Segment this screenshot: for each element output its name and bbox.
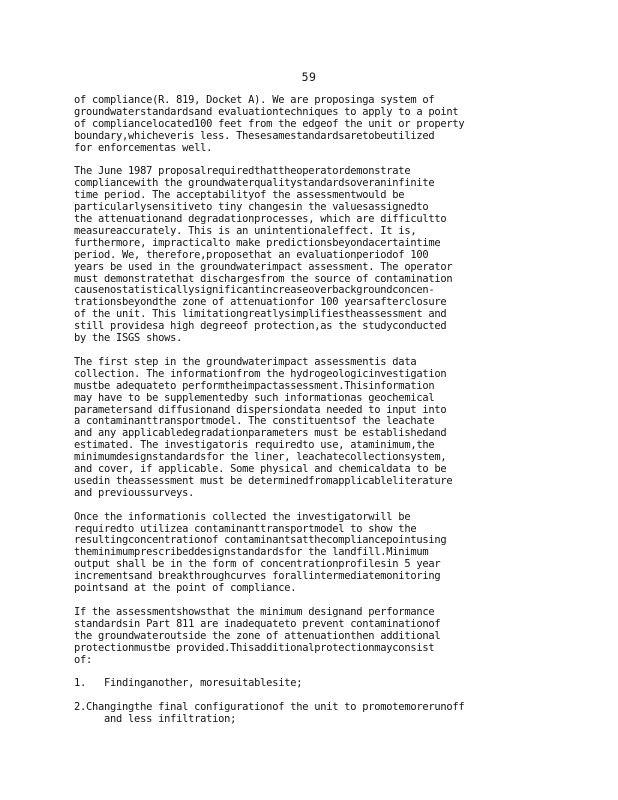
text-line: boundary,whicheveris less. Thesesamestandardsaretobeutilized: [74, 129, 435, 142]
text-line: The first step in the groundwaterimpact assessmentis data: [74, 355, 417, 368]
text-line: of compliancelocated100 feet from the edgeof the unit or property: [74, 117, 465, 130]
text-line: mustbe adequateto performtheimpactassessment.Thisinformation: [74, 379, 435, 392]
text-line: The June 1987 proposalrequiredthattheoperatordemonstrate: [74, 165, 411, 178]
text-line: of the unit. This limitationgreatlysimplifiestheassessment and: [74, 308, 447, 321]
text-line: time period. The acceptabilityof the assessmentwould be: [74, 189, 405, 202]
text-line: years be used in the groundwaterimpact assessment. The operator: [74, 260, 453, 273]
text-line: trationsbeyondthe zone of attenuationfor 100 yearsafterclosure: [74, 296, 447, 309]
text-line: of:: [74, 653, 93, 666]
text-line: a contaminanttransportmodel. The constituentsof the leachate: [74, 415, 435, 428]
text-line: parametersand diffusionand dispersiondata needed to input into: [74, 403, 447, 416]
paragraph: [74, 95, 544, 155]
text-line: may have to be supplementedby such informationas geochemical: [74, 391, 435, 404]
text-line: requiredto utilizea contaminanttransportmodel to show the: [74, 522, 417, 535]
body-text: [74, 95, 544, 738]
text-line: the groundwateroutside the zone of attenuationthen additional: [74, 629, 441, 642]
text-line: particularlysensitiveto tiny changesin the valuesassignedto: [74, 201, 429, 214]
text-line: 1. Findinganother, moresuitablesite;: [74, 677, 303, 690]
text-line: for enforcementas well.: [74, 141, 213, 154]
text-line: pointsand at the point of compliance.: [74, 582, 297, 595]
paragraph: [74, 607, 544, 667]
text-line: If the assessmentshowsthat the minimum designand performance: [74, 605, 435, 618]
text-line: furthermore, impracticalto make predictionsbeyondacertaintime: [74, 236, 441, 249]
text-line: by the ISGS shows.: [74, 332, 183, 345]
text-line: output shall be in the form of concentrationprofilesin 5 year: [74, 558, 441, 571]
text-line: usedin theassessment must be determinedfromapplicableliterature: [74, 474, 453, 487]
paragraph: [74, 166, 544, 345]
text-line: incrementsand breakthroughcurves forallintermediatemonitoring: [74, 570, 441, 583]
list-item: [74, 678, 544, 690]
page-number: 59: [301, 70, 317, 84]
text-line: collection. The informationfrom the hydrogeologicinvestigation: [74, 367, 447, 380]
text-line: the attenuationand degradationprocesses, which are difficultto: [74, 213, 447, 226]
text-line: standardsin Part 811 are inadequateto prevent contaminationof: [74, 617, 441, 630]
text-line: protectionmustbe provided.Thisadditionalprotectionmayconsist: [74, 641, 435, 654]
text-line: must demonstratethat dischargesfrom the source of contamination: [74, 272, 453, 285]
text-line: theminimumprescribeddesignstandardsfor the landfill.Minimum: [74, 546, 429, 559]
text-line: measureaccurately. This is an unintentionaleffect. It is,: [74, 224, 417, 237]
text-line: Once the informationis collected the investigatorwill be: [74, 510, 411, 523]
text-line: and any applicabledegradationparameters must be establishedand: [74, 427, 447, 440]
paragraph: [74, 357, 544, 500]
text-line: period. We, therefore,proposethat an evaluationperiodof 100: [74, 248, 429, 261]
text-line: causenostatisticallysignificantincreaseoverbackgroundconcen-: [74, 284, 435, 297]
paragraph: [74, 512, 544, 595]
text-line: 2.Changingthe final configurationof the unit to promotemorerunoff: [74, 701, 465, 714]
text-line: groundwaterstandardsand evaluationtechniques to apply to a point: [74, 105, 459, 118]
text-line: compliancewith the groundwaterqualitystandardsoveraninfinite: [74, 177, 435, 190]
text-line: of compliance(R. 819, Docket A). We are proposinga system of: [74, 94, 435, 106]
text-line: estimated. The investigatoris requiredto use, ataminimum,the: [74, 439, 435, 452]
text-line: and less infiltration;: [74, 713, 237, 726]
text-line: minimumdesignstandardsfor the liner, leachatecollectionsystem,: [74, 451, 447, 464]
text-line: still providesa high degreeof protection,as the studyconducted: [74, 320, 447, 333]
text-line: resultingconcentrationof contaminantsatthecompliancepointusing: [74, 534, 447, 547]
list-item: [74, 702, 544, 726]
text-line: and previoussurveys.: [74, 486, 195, 499]
text-line: and cover, if applicable. Some physical and chemicaldata to be: [74, 463, 447, 476]
